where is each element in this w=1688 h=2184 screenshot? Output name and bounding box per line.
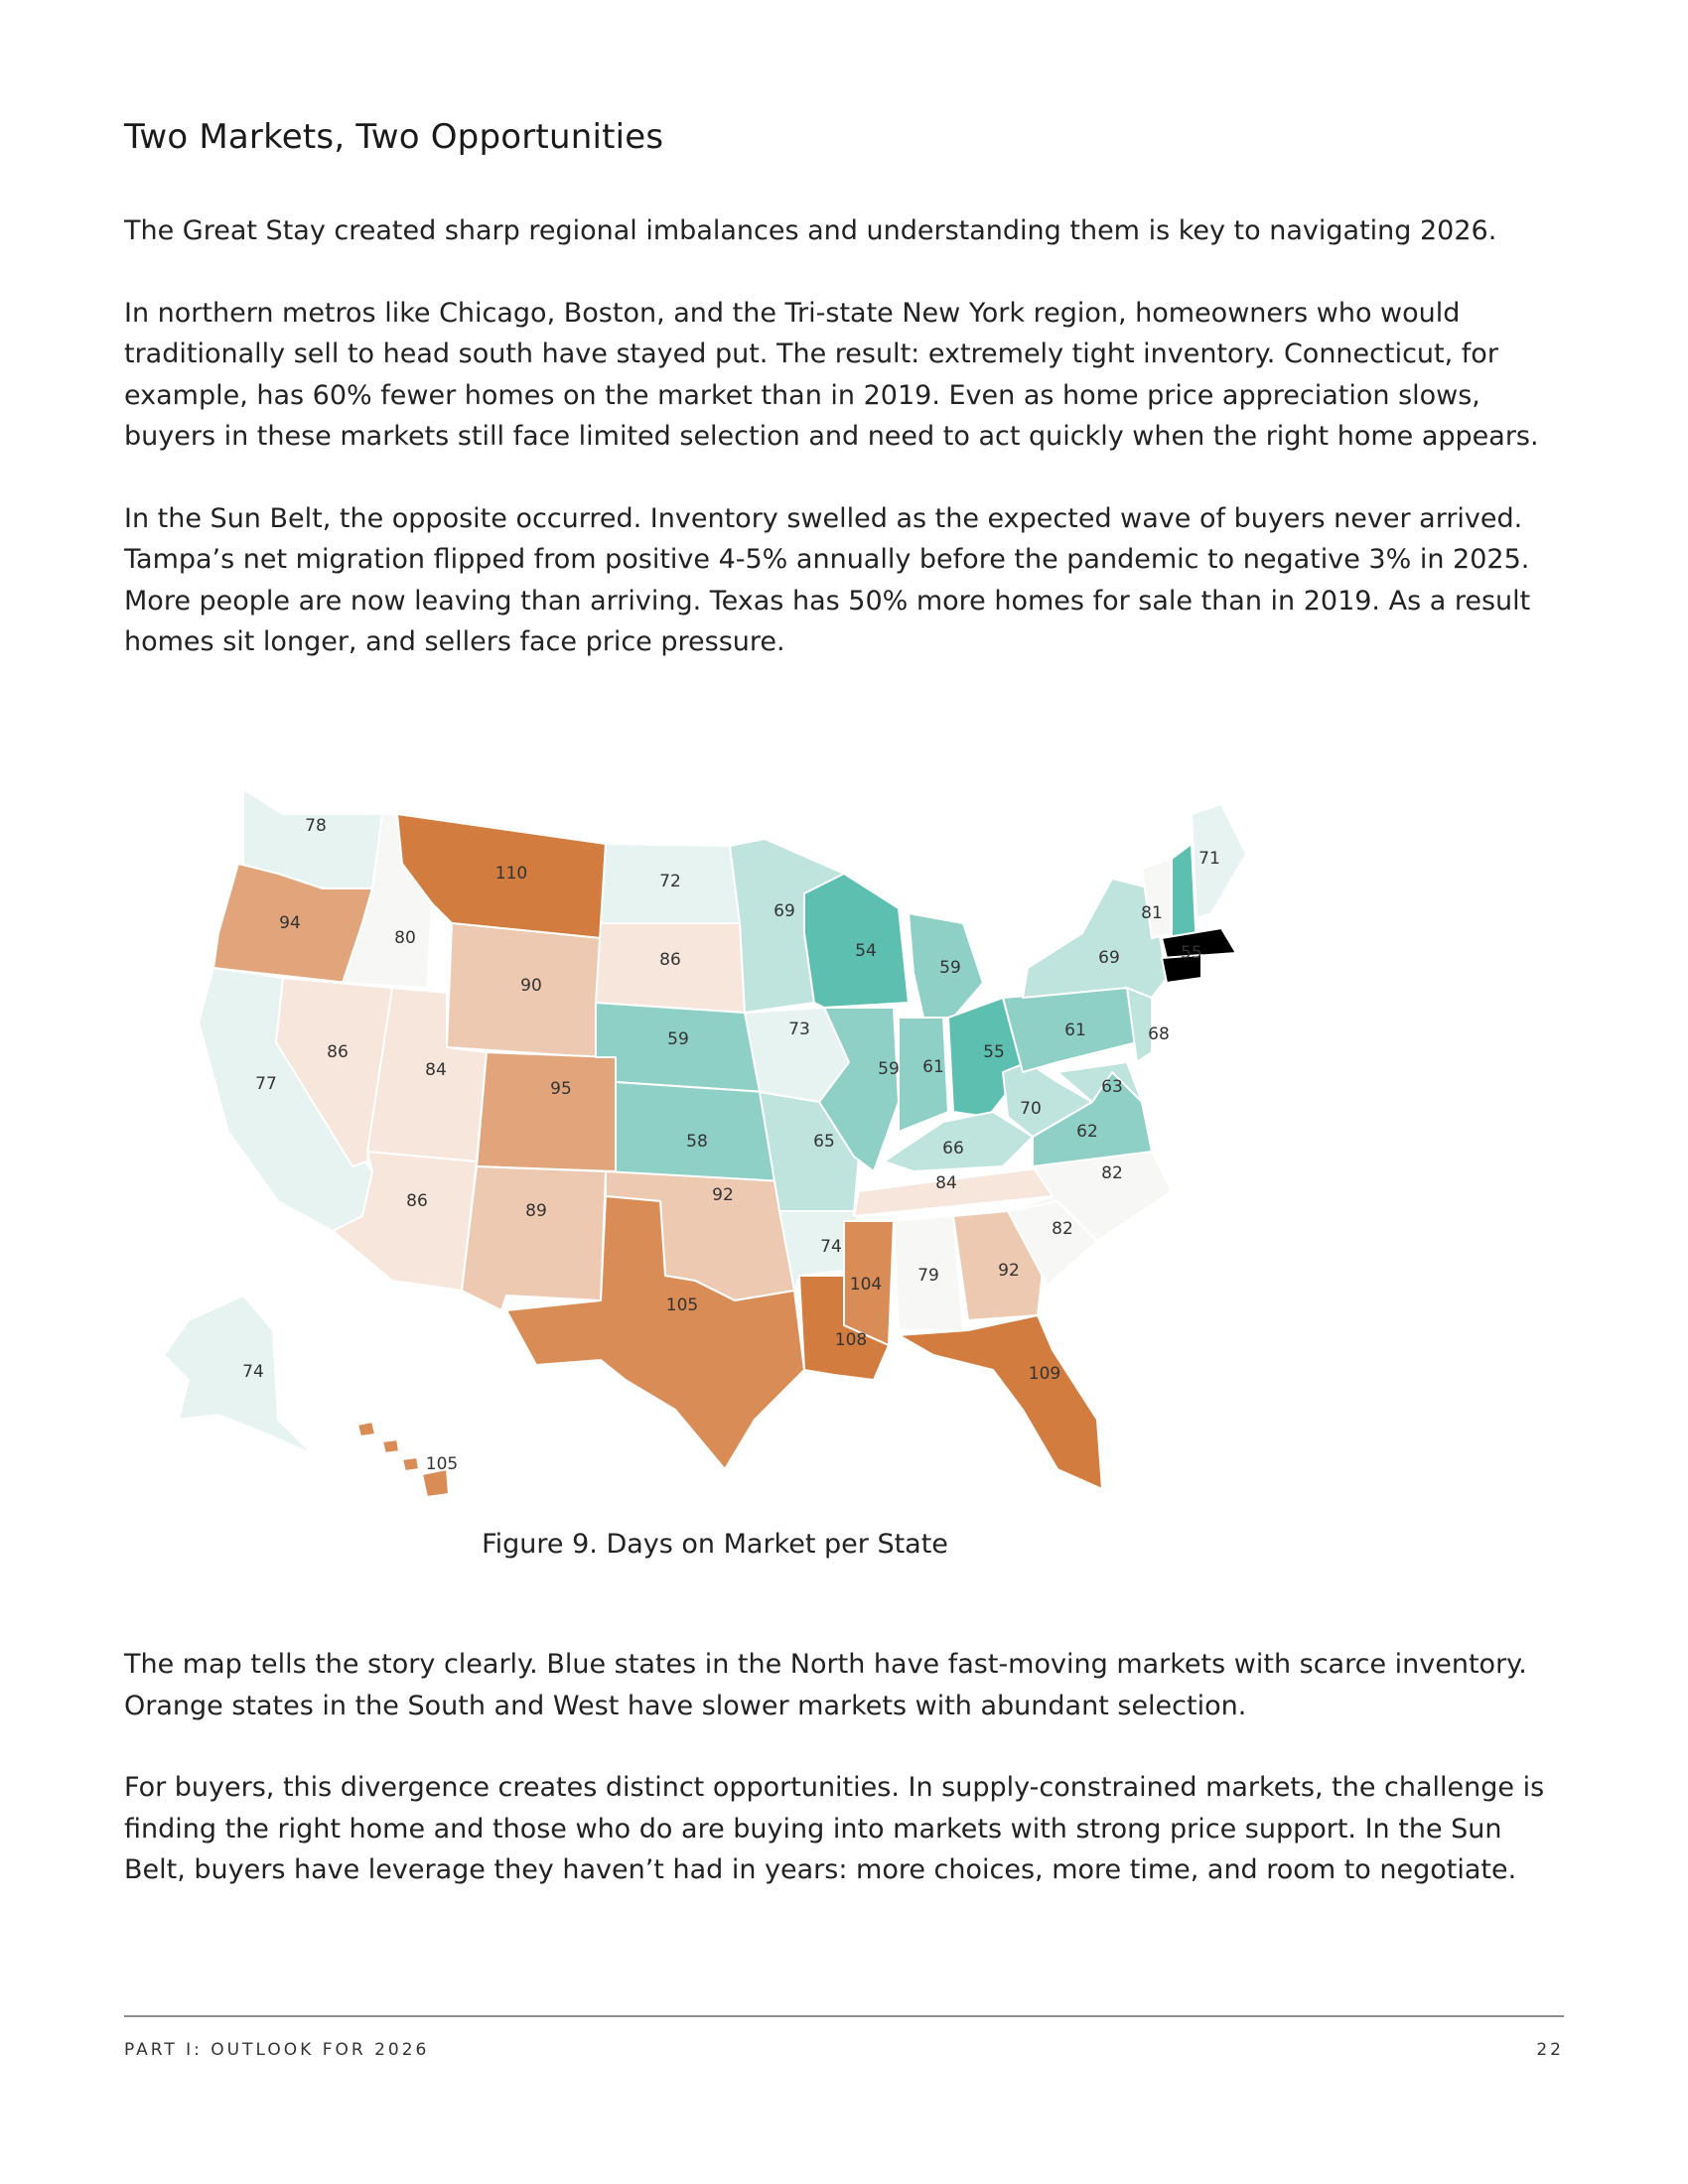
label-or: 94 <box>279 913 301 933</box>
label-nj: 68 <box>1148 1024 1170 1044</box>
label-ut: 84 <box>425 1060 447 1080</box>
label-pa: 61 <box>1064 1021 1086 1040</box>
label-wi: 54 <box>855 941 877 961</box>
state-fl <box>899 1315 1102 1489</box>
label-ky: 66 <box>942 1139 964 1159</box>
label-hi: 105 <box>425 1454 459 1474</box>
intro-paragraph-3: In the Sun Belt, the opposite occurred. Inventory swelled as the expected wave of buyers never arrived. Tampa’s net migration flipped from positive 4-5% annually before the pandemic to negative 3% in 2025. More people are now leaving than arriving. Texas has 50% more homes for sale than in 2019. As a result homes sit longer, and sellers face price pressure. <box>124 502 1531 657</box>
label-il: 59 <box>878 1059 900 1079</box>
label-fl: 109 <box>1028 1364 1061 1384</box>
label-ok: 92 <box>712 1185 734 1205</box>
label-la: 108 <box>834 1330 868 1350</box>
label-wy: 90 <box>520 976 542 996</box>
label-ak: 74 <box>242 1362 264 1382</box>
label-wa: 78 <box>305 816 327 836</box>
label-mo: 65 <box>813 1132 835 1152</box>
label-me: 71 <box>1198 849 1220 869</box>
page-title: Two Markets, Two Opportunities <box>124 117 664 157</box>
figure-caption: Figure 9. Days on Market per State <box>482 1529 948 1560</box>
label-sd: 86 <box>659 950 681 970</box>
label-va: 62 <box>1076 1122 1098 1142</box>
label-ar: 74 <box>820 1237 842 1257</box>
label-nh: 55 <box>1181 943 1202 963</box>
outro-paragraph-1: The map tells the story clearly. Blue states in the North have fast-moving markets with scarce inventory. Orange states in the South and West have slower markets with abundant selection. <box>124 1649 1527 1721</box>
label-mt: 110 <box>494 864 528 884</box>
state-co <box>477 1052 616 1171</box>
label-ca: 77 <box>255 1074 277 1094</box>
label-ny: 69 <box>1098 948 1120 968</box>
intro-text <box>124 210 1564 704</box>
intro-paragraph-1: The Great Stay created sharp regional imbalances and understanding them is key to navigating 2026. <box>124 215 1497 246</box>
label-ga: 92 <box>998 1261 1020 1281</box>
label-ne: 59 <box>667 1029 689 1049</box>
label-in: 61 <box>922 1057 944 1077</box>
label-mn: 69 <box>774 901 795 921</box>
label-nv: 86 <box>327 1042 349 1062</box>
footer-divider <box>124 2015 1564 2017</box>
label-co: 95 <box>550 1079 572 1099</box>
label-ia: 73 <box>788 1020 810 1039</box>
state-ak <box>164 1296 313 1454</box>
label-id: 80 <box>394 928 416 948</box>
state-nm <box>462 1166 606 1310</box>
label-tx: 105 <box>665 1296 699 1315</box>
label-sc: 82 <box>1052 1219 1073 1239</box>
label-al: 79 <box>917 1266 939 1286</box>
outro-paragraph-2: For buyers, this divergence creates distinct opportunities. In supply-constrained markets, the challenge is finding the right home and those who do are buying into markets with strong price support. In the Sun Belt, buyers have leverage they haven’t had in years: more choices, more time, and room to negotiate. <box>124 1772 1545 1885</box>
label-ms: 104 <box>849 1275 883 1295</box>
label-tn: 84 <box>935 1173 957 1193</box>
label-md: 63 <box>1101 1077 1123 1097</box>
days-on-market-map <box>159 774 1311 1499</box>
page-number: 22 <box>1536 2040 1564 2060</box>
us-map-svg <box>159 774 1311 1499</box>
label-ks: 58 <box>686 1132 708 1152</box>
label-mi: 59 <box>939 958 961 978</box>
outro-text <box>124 1644 1564 1932</box>
label-nd: 72 <box>659 872 681 891</box>
label-nm: 89 <box>525 1201 547 1221</box>
label-wv: 70 <box>1020 1099 1042 1119</box>
label-vt: 81 <box>1141 903 1163 923</box>
footer-section-label: PART I: OUTLOOK FOR 2026 <box>124 2040 430 2060</box>
intro-paragraph-2: In northern metros like Chicago, Boston, and the Tri-state New York region, homeowners who would traditionally sell to head south have stayed put. The result: extremely tight inventory. Connecticut, for example, has 60% fewer homes on the market than in 2019. Even as home price appreciation slows, buyers in these markets still face limited selection and need to act quickly when the right home appears. <box>124 297 1539 452</box>
label-oh: 55 <box>983 1042 1005 1062</box>
label-az: 86 <box>406 1191 428 1211</box>
label-nc: 82 <box>1101 1163 1123 1183</box>
